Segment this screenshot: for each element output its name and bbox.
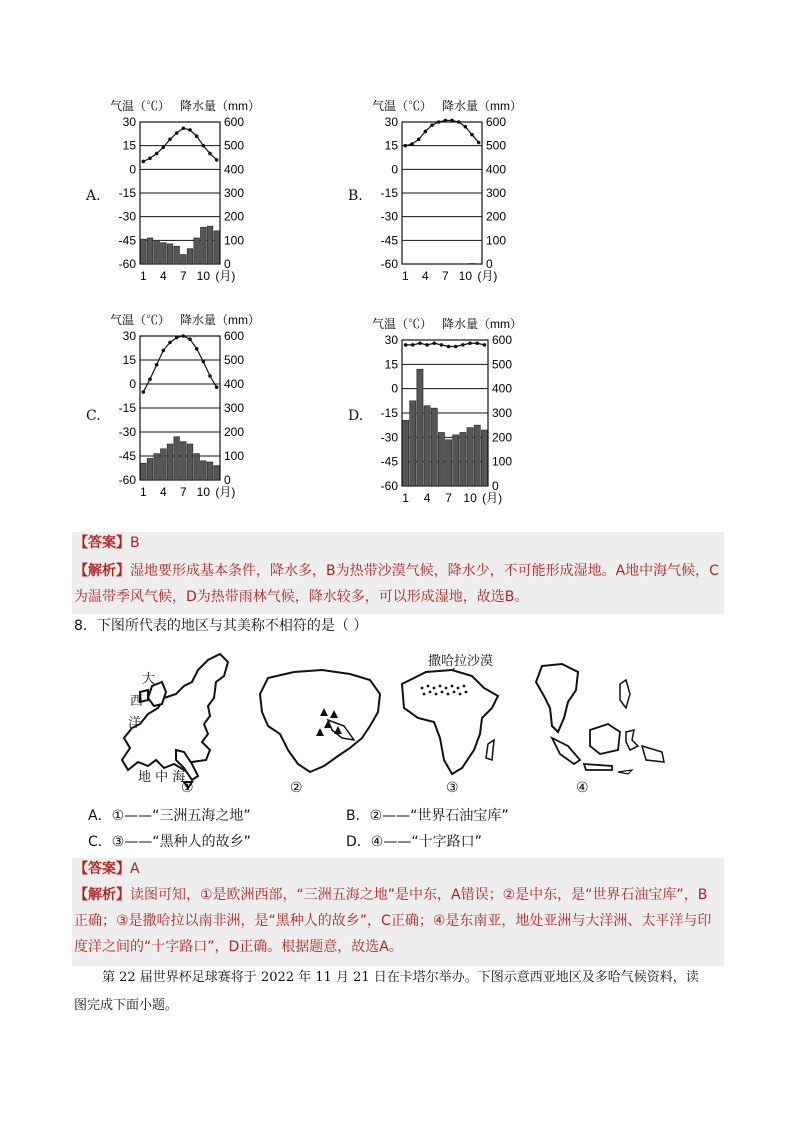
temperature-point [457,120,461,124]
temp-tick-label: -15 [118,186,136,200]
q8-option-c[interactable]: C．③——“黑种人的故乡” [88,834,251,850]
map-number-3: ③ [446,780,459,796]
chart-b-letter: B. [348,188,363,204]
map-africa [396,664,506,780]
temp-tick-label: 30 [384,333,398,347]
temperature-point [175,336,179,340]
precip-unit-label: 降水量（mm） [442,317,522,331]
precip-bar [181,442,187,480]
q8-answer [74,856,140,882]
precip-bar [194,238,200,264]
chart-svg [362,96,522,291]
q8-analysis-line-2 [74,908,711,934]
temp-tick-label: -45 [380,233,398,248]
chart-svg [100,96,260,291]
temperature-line [406,343,485,346]
indochina-outline [536,664,578,732]
precip-tick-label: 600 [224,115,245,129]
temp-tick-label: -30 [380,209,398,224]
map-number-4: ④ [576,780,589,796]
temperature-point [464,125,468,129]
temperature-point [202,360,206,364]
precip-bar [474,425,480,486]
precip-unit-label: 降水量（mm） [180,313,260,327]
temperature-point [470,133,474,137]
month-tick-label: 10 [196,485,211,499]
temperature-point [437,120,441,124]
precip-tick-label: 100 [486,233,507,248]
timor [618,770,632,774]
africa-outline [402,670,498,774]
precip-tick-label: 0 [492,479,499,493]
answer-tag: 【答案】 [74,861,130,877]
precip-tick-label: 200 [492,430,513,445]
temperature-point [444,119,448,123]
precip-tick-label: 300 [224,401,245,415]
temperature-point [208,374,212,378]
temp-tick-label: 15 [384,357,398,372]
temperature-point [425,343,429,347]
temperature-point [410,142,414,146]
precip-tick-label: 100 [224,233,245,248]
temp-unit-label: 气温（℃） [372,99,433,113]
precip-tick-label: 500 [224,353,245,367]
temp-tick-label: -60 [118,473,136,487]
temp-tick-label: 0 [129,162,136,177]
borneo [590,724,620,754]
month-tick-label: 7 [445,491,452,505]
temperature-point [195,347,199,351]
temp-tick-label: -45 [118,449,136,463]
sulawesi [626,730,638,750]
month-tick-label: 4 [159,269,167,283]
temperature-point [411,343,415,347]
precip-bar [481,430,487,486]
month-tick-label: 1 [401,269,409,283]
q8-option-b[interactable]: B．②——“世界石油宝库” [346,808,509,824]
precip-tick-label: 0 [224,473,231,487]
temp-tick-label: -45 [118,233,136,248]
precip-unit-label: 降水量（mm） [180,99,260,113]
precip-tick-label: 400 [492,381,513,396]
precip-tick-label: 200 [486,209,507,224]
temperature-point [215,158,219,162]
precip-bar [431,408,437,486]
precip-tick-label: 400 [224,162,245,177]
temperature-point [208,152,212,156]
temp-tick-label: -60 [118,257,136,271]
precip-bar [410,401,416,486]
chart-c-letter: C. [86,408,101,424]
temp-tick-label: -45 [380,454,398,469]
temperature-point [148,156,152,160]
temperature-point [477,141,481,145]
temperature-point [168,341,172,345]
temp-tick-label: -30 [118,209,136,224]
temp-tick-label: -15 [118,401,136,415]
temperature-point [142,390,146,394]
temperature-point [168,138,172,142]
precip-bar [174,437,180,480]
q8-analysis-line-1 [74,882,707,908]
chart-svg [362,312,542,512]
temperature-point [215,385,219,389]
label-da: 大 [142,672,156,687]
map-number-2: ② [290,780,303,796]
temperature-point [450,119,454,123]
precip-bar [181,255,187,264]
q8-analysis-line-3 [74,934,403,960]
temperature-point [417,138,421,142]
month-tick-label: 7 [179,269,187,283]
precip-bar [174,246,180,264]
precip-tick-label: 500 [492,357,513,372]
temp-unit-label: 气温（℃） [372,317,433,331]
month-tick-label: 7 [441,269,449,283]
temperature-point [188,128,192,132]
temp-unit-label: 气温（℃） [110,99,171,113]
java [584,764,612,770]
analysis-text: 正确；③是撒哈拉以南非洲，是“黑种人的故乡”，C正确；④是东南亚，地处亚洲与大洋洲、太平洋与印 [74,913,712,929]
precip-bar [201,461,207,480]
map-number-1: ① [181,780,194,796]
precip-bar [438,432,444,486]
chart-b-label [348,188,363,204]
precip-tick-label: 300 [486,186,507,200]
precip-tick-label: 0 [486,257,493,271]
temperature-point [483,343,487,347]
precip-tick-label: 600 [224,329,245,343]
precip-bar [207,462,213,480]
answer-value: A [130,861,140,877]
precip-unit-label: 降水量（mm） [442,99,522,113]
temp-tick-label: 0 [391,162,398,177]
new-guinea [642,746,664,762]
analysis-text: 读图可知，①是欧洲西部，“三洲五海之地”是中东，A错误；②是中东，是“世界石油宝库”，B [130,887,708,903]
temperature-point [202,144,206,148]
precip-tick-label: 100 [492,454,513,469]
intro-line-1: 第 22 届世界杯足球赛将于 2022 年 11 月 21 日在卡塔尔举办。下图示意西亚地区及多哈气候资料，读 [102,970,699,985]
precip-bar [187,444,193,480]
temperature-point [418,341,422,345]
temp-tick-label: -60 [380,257,398,271]
analysis-text: 为温带季风气候，D为热带雨林气候，降水较多，可以形成湿地，故选B。 [74,589,529,605]
temp-tick-label: -15 [380,406,398,420]
month-tick-label: 10 [196,269,211,283]
precip-bar [141,239,147,264]
precip-tick-label: 500 [486,138,507,153]
q8-stem: 8．下图所代表的地区与其美称不相符的是（ ） [74,618,368,634]
chart-d-label [348,408,363,424]
precip-bar [167,444,173,480]
temp-unit-label: 气温（℃） [110,313,171,327]
temperature-line [143,128,216,161]
month-unit-label: (月) [215,485,236,499]
temp-tick-label: 0 [391,381,398,396]
precip-bar [201,227,207,264]
climate-chart-d [362,312,542,512]
precip-tick-label: 500 [224,138,245,153]
map-southeast-asia [528,660,668,776]
climate-chart-b [362,96,522,291]
temperature-point [182,127,186,131]
precip-tick-label: 100 [224,449,245,463]
middle-east-outline [260,670,380,772]
precip-bar [207,226,213,264]
temperature-point [195,134,199,138]
month-unit-label: (月) [215,269,236,283]
temperature-point [430,123,434,127]
label-sahara: 撒哈拉沙漠 [428,654,494,669]
temperature-point [188,337,192,341]
label-yang: 洋 [128,716,142,731]
temp-tick-label: 0 [129,377,136,391]
month-tick-label: 10 [463,491,477,505]
temp-tick-label: -30 [380,430,398,445]
month-unit-label: (月) [477,269,498,283]
chart-a-letter: A. [86,188,101,204]
temperature-point [182,334,186,338]
precip-bar [194,454,200,480]
precip-bar [403,420,409,486]
answer-tag: 【答案】 [74,535,130,551]
precip-tick-label: 0 [224,257,231,271]
chart-d-letter: D. [348,408,364,424]
precip-tick-label: 400 [224,377,245,391]
temp-tick-label: 30 [384,115,398,129]
q7-analysis-line-1 [74,558,719,584]
temperature-point [424,130,428,134]
temperature-point [404,343,408,347]
q8-option-d[interactable]: D．④——“十字路口” [346,834,482,850]
month-tick-label: 1 [139,269,147,283]
month-tick-label: 1 [402,491,409,505]
temp-tick-label: 15 [122,138,136,153]
temp-tick-label: -30 [118,425,136,439]
q7-answer [74,530,140,556]
precip-tick-label: 200 [224,425,245,439]
precip-bar [154,240,160,264]
precip-tick-label: 600 [486,115,507,129]
answer-value: B [130,535,140,551]
precip-tick-label: 600 [492,333,513,347]
temperature-point [447,345,451,349]
precip-bar [141,463,147,480]
precip-bar [214,466,220,480]
precip-bar [214,231,220,264]
precip-tick-label: 400 [486,162,507,177]
temperature-point [142,160,146,164]
temp-tick-label: 30 [122,329,136,343]
label-xi: 西 [130,694,144,709]
temperature-point [155,152,159,156]
analysis-text: 湿地要形成基本条件，降水多，B为热带沙漠气候，降水少，不可能形成湿地。A地中海气候，C [130,563,719,579]
precip-bar [147,458,153,480]
month-tick-label: 4 [423,491,431,505]
precip-bar [147,238,153,264]
precip-bar [167,244,173,264]
precip-bar [187,249,193,264]
month-tick-label: 10 [458,269,473,283]
temperature-line [405,120,478,145]
temperature-point [468,341,472,345]
map-middle-east [258,664,388,776]
climate-chart-c [100,306,260,506]
temperature-point [404,144,408,148]
analysis-tag: 【解析】 [74,887,130,903]
precip-bar [460,432,466,486]
month-tick-label: 7 [179,485,187,499]
label-mediterranean: 地 中 海 [138,770,186,785]
q8-option-a[interactable]: A．①——“三洲五海之地” [88,808,251,824]
precip-tick-label: 200 [224,209,245,224]
precip-bar [154,454,160,480]
analysis-text: 度洋之间的“十字路口”，D正确。根据题意，故选A。 [74,939,403,955]
temp-tick-label: -15 [380,186,398,200]
month-unit-label: (月) [482,491,503,505]
precip-bar [424,406,430,486]
precip-bar [417,369,423,486]
analysis-tag: 【解析】 [74,563,130,579]
temp-tick-label: -60 [380,479,398,493]
temperature-point [454,345,458,349]
philippines [620,680,630,708]
sumatra [552,738,580,764]
temp-tick-label: 30 [122,115,136,129]
precip-tick-label: 300 [492,406,513,420]
temperature-point [461,343,465,347]
temperature-point [155,363,159,367]
chart-c-label [86,408,101,424]
temperature-point [475,341,479,345]
temperature-point [440,343,444,347]
chart-svg [100,306,260,506]
precip-tick-label: 300 [224,186,245,200]
precip-bar [161,449,167,480]
temperature-point [162,349,166,353]
temp-tick-label: 15 [122,353,136,367]
month-tick-label: 4 [159,485,167,499]
temperature-point [175,131,179,135]
precip-bar [453,435,459,486]
month-tick-label: 1 [139,485,147,499]
chart-a-label [86,188,101,204]
precip-bar [467,428,473,486]
month-tick-label: 4 [421,269,429,283]
temperature-point [148,377,152,381]
temperature-point [432,341,436,345]
temp-tick-label: 15 [384,138,398,153]
precip-bar [446,440,452,486]
madagascar [486,740,494,760]
q7-analysis-line-2 [74,584,528,610]
intro-line-2: 图完成下面小题。 [74,998,179,1013]
climate-chart-a [100,96,260,291]
precip-bar [161,243,167,264]
temperature-point [162,145,166,149]
